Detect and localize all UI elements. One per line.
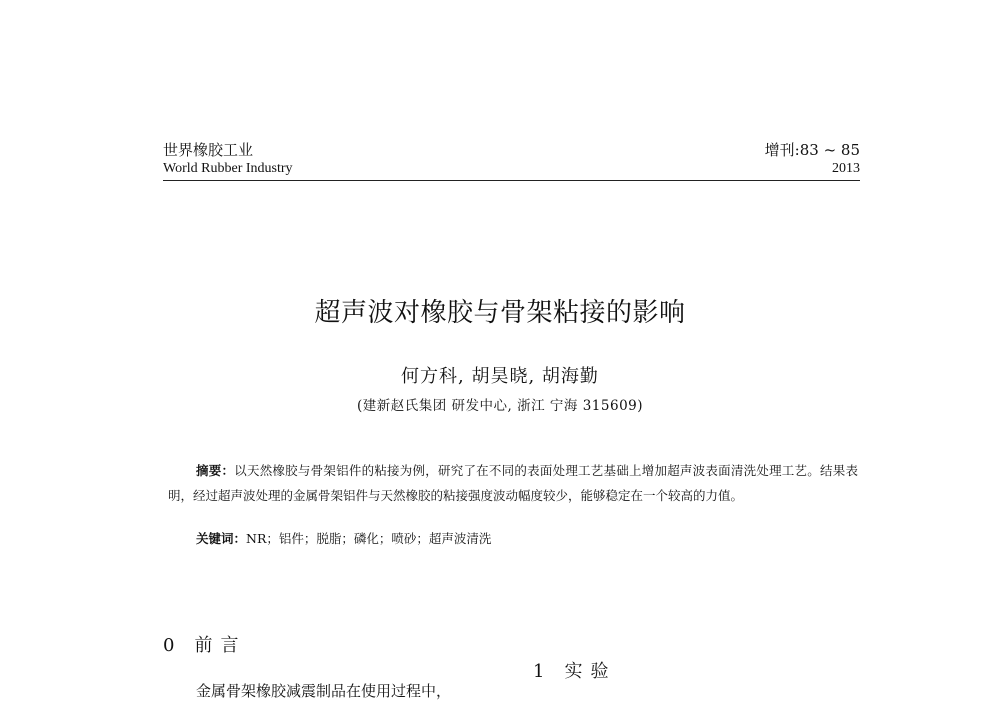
section-heading-experiment	[533, 657, 616, 683]
body-text: 金属骨架橡胶减震制品在使用过程中，	[196, 682, 452, 700]
section-heading-introduction	[163, 631, 246, 657]
affiliation: (建新赵氏集团 研发中心, 浙江 宁海 315609)	[356, 398, 644, 414]
section-number: 0	[163, 635, 175, 656]
keywords-text: NR；铝件；脱脂；磷化；喷砂；超声波清洗	[246, 531, 492, 546]
abstract	[168, 458, 858, 508]
journal-name-cn: 世界橡胶工业	[163, 141, 254, 159]
journal-name-en: World Rubber Industry	[163, 161, 293, 176]
section-title: 前言	[194, 635, 247, 656]
keywords-label: 关键词：	[196, 531, 247, 546]
authors: 何方科, 胡昊晓, 胡海勤	[401, 366, 599, 387]
section-number: 1	[533, 661, 545, 682]
issue-pages: 增刊:83 ~ 85	[764, 141, 860, 159]
article-title: 超声波对橡胶与骨架粘接的影响	[314, 298, 686, 328]
abstract-text: 以天然橡胶与骨架铝件的粘接为例，研究了在不同的表面处理工艺基础上增加超声波表面清洗处理工艺。结果表明，经过超声波处理的金属骨架铝件与天然橡胶的粘接强度波动幅度较少，能够稳定在一个较高的力值。	[168, 463, 858, 503]
header-rule	[163, 180, 860, 181]
keywords	[196, 529, 491, 547]
abstract-label: 摘要：	[196, 463, 235, 478]
publication-year: 2013	[832, 161, 860, 176]
section-title: 实验	[564, 661, 617, 682]
